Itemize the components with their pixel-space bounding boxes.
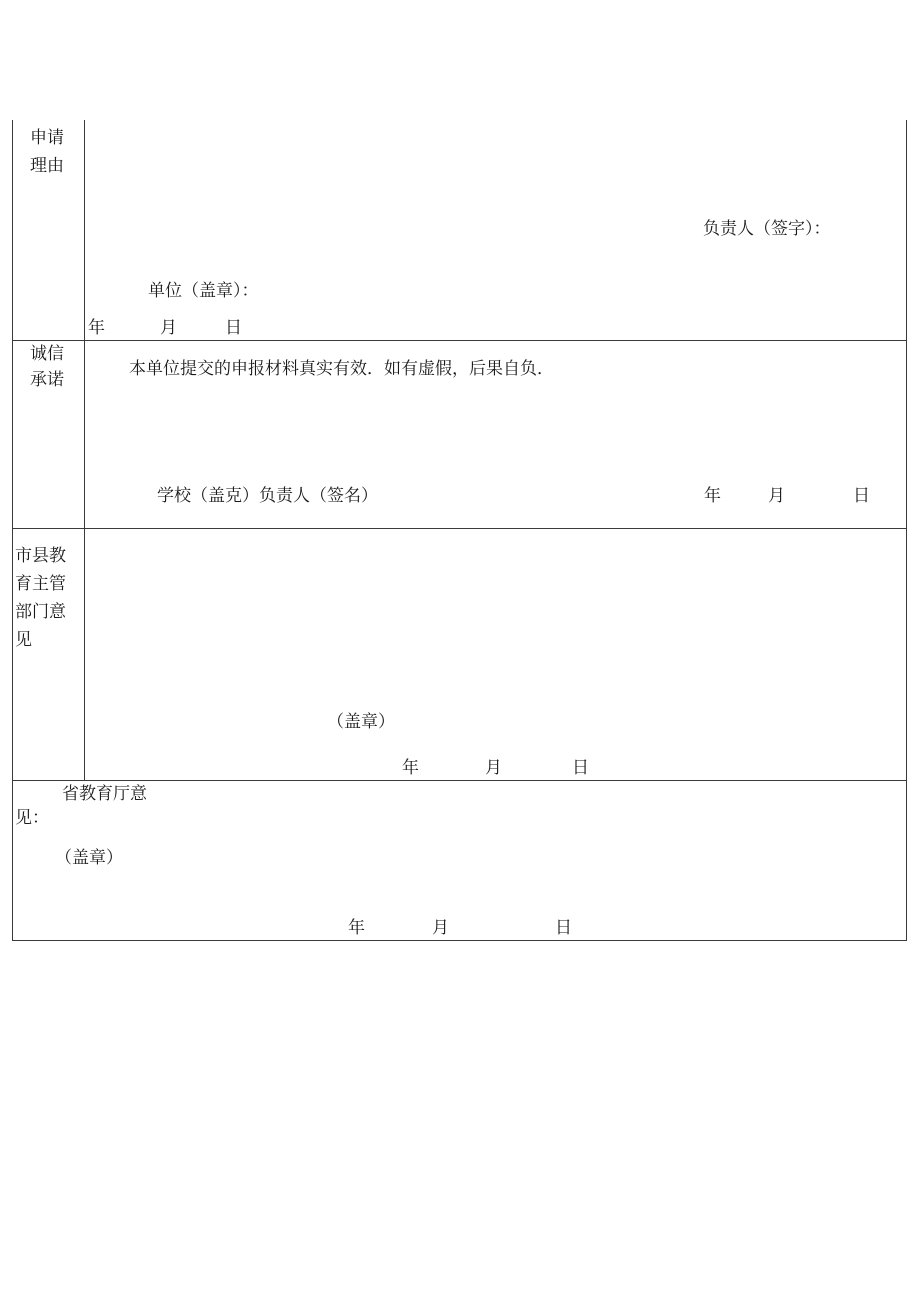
school-seal-signature-field[interactable]: 学校（盖克）负责人（签名） [157,486,378,506]
date-month[interactable]: 月 [768,486,785,506]
city-county-opinion-label [15,542,66,654]
label-line: 见 [15,630,32,650]
row-divider-3 [12,780,907,781]
date-year[interactable]: 年 [402,758,419,778]
table-border-left [12,120,13,940]
province-opinion-label: 省教育厅意 [62,784,147,804]
label-line: 理由 [30,156,64,176]
date-month[interactable]: 月 [485,758,502,778]
row-divider-2 [12,528,907,529]
date-month[interactable]: 月 [160,318,177,338]
label-line: 承诺 [30,370,64,390]
commitment-statement: 本单位提交的申报材料真实有效．如有虚假，后果自负． [129,359,554,379]
table-border-bottom [12,940,907,941]
row-divider-1 [12,340,907,341]
integrity-commitment-label [30,341,64,393]
label-line: 育主管 [15,574,66,594]
label-line: 市县教 [15,546,66,566]
date-day[interactable]: 日 [225,318,242,338]
date-day[interactable]: 日 [555,918,572,938]
date-year[interactable]: 年 [348,918,365,938]
date-month[interactable]: 月 [432,918,449,938]
seal-field[interactable]: （盖章） [55,848,123,868]
table-border-right [906,120,907,940]
signature-field[interactable]: 负责人（签字）： [703,219,831,239]
label-line: 部门意 [15,602,66,622]
label-column-divider [84,120,85,780]
unit-seal-field[interactable]: 单位（盖章）： [148,281,259,301]
date-year[interactable]: 年 [88,318,105,338]
seal-field[interactable]: （盖章） [327,712,395,732]
date-day[interactable]: 日 [572,758,589,778]
date-year[interactable]: 年 [704,486,721,506]
province-opinion-label-cont: 见： [15,808,49,828]
label-line: 诚信 [30,344,64,364]
label-line: 申请 [30,128,64,148]
date-day[interactable]: 日 [853,486,870,506]
application-reason-label [30,124,64,180]
